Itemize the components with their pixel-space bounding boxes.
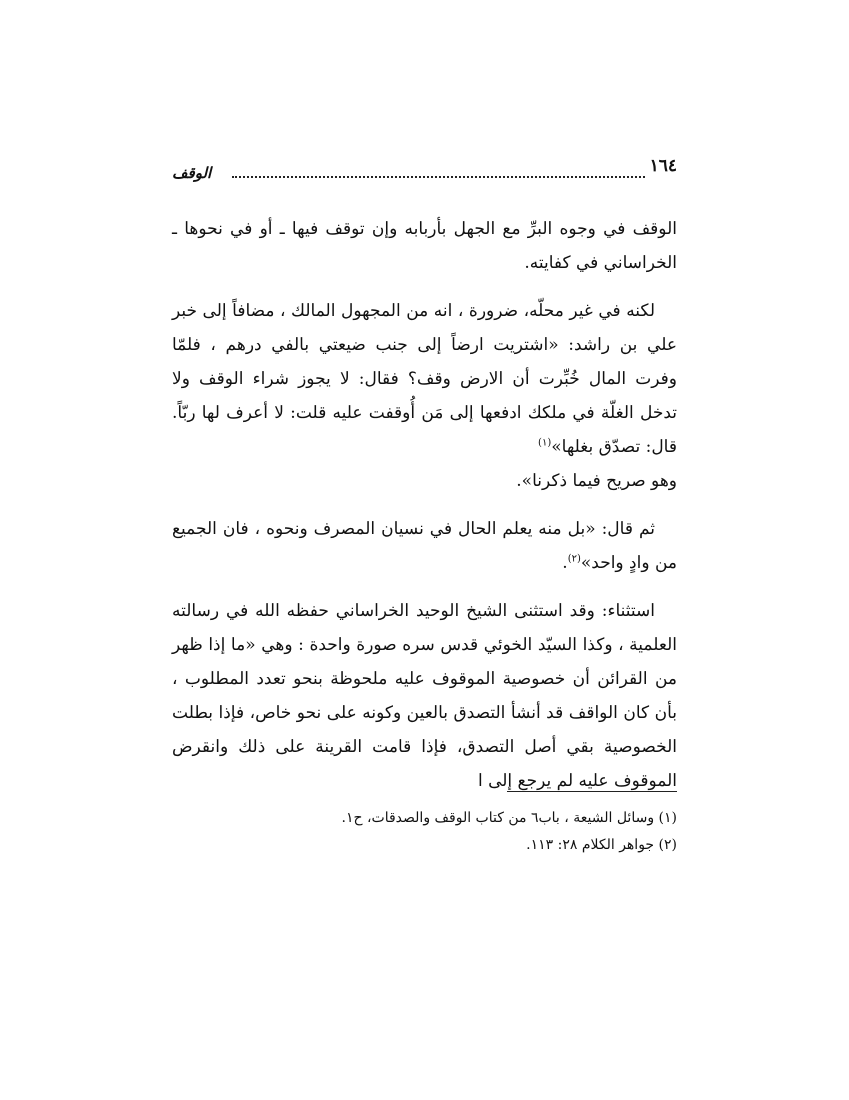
footnote-ref: (١) (538, 437, 552, 449)
footnote-separator (507, 791, 677, 792)
running-title: الوقف (172, 164, 212, 182)
paragraph: الوقف في وجوه البرِّ مع الجهل بأربابه وإن توقف فيها ـ أو في نحوها ـ الخراساني في كفايته. (172, 219, 677, 273)
footnote: (١) وسائل الشيعة ، باب٦ من كتاب الوقف والصدقات، ح١. (341, 810, 677, 826)
paragraph: استثناء: وقد استثنى الشيخ الوحيد الخراساني حفظه الله في رسالته العلمية ، وكذا السيّد الخوئي قدس سره صورة واحدة : وهي «ما إذا ظهر من القرائن أن خصوصية الموقوف عليه ملحوظة بنحو تعدد المطلوب ، بأن كان الواقف قد أنشأ التصدق بالعين وكونه على نحو خاص، فإذا بطلت الخصوصية بقي أصل التصدق، فإذا قامت القرينة على ذلك وانقرض الموقوف عليه لم يرجع إلى ا (172, 601, 677, 791)
page-number: ١٦٤ (649, 156, 677, 176)
footnote-ref: (٢) (567, 553, 581, 565)
main-text (172, 212, 677, 812)
paragraph: لكنه في غير محلّه، ضرورة ، انه من المجهول المالك ، مضافاً إلى خبر علي بن راشد: «اشتريت ارضاً إلى جنب ضيعتي بالفي درهم ، فلمّا وفرت المال خُبِّرت أن الارض وقف؟ فقال: لا يجوز شراء الوقف ولا تدخل الغلّة في ملكك ادفعها إلى مَن أُوقفت عليه قلت: لا أعرف لها ربّاً. قال: تصدّق بغلها»$^{(١)}$ وهو صريح فيما ذكرنا». (172, 301, 677, 491)
footnotes (172, 805, 677, 859)
paragraph: ثم قال: «بل منه يعلم الحال في نسيان المصرف ونحوه ، فان الجميع من وادٍ واحد»$^{(٢)}$. (172, 519, 677, 573)
running-header (172, 156, 677, 186)
header-dot-leader (232, 176, 645, 178)
footnote: (٢) جواهر الكلام ٢٨: ١١٣. (526, 837, 677, 853)
